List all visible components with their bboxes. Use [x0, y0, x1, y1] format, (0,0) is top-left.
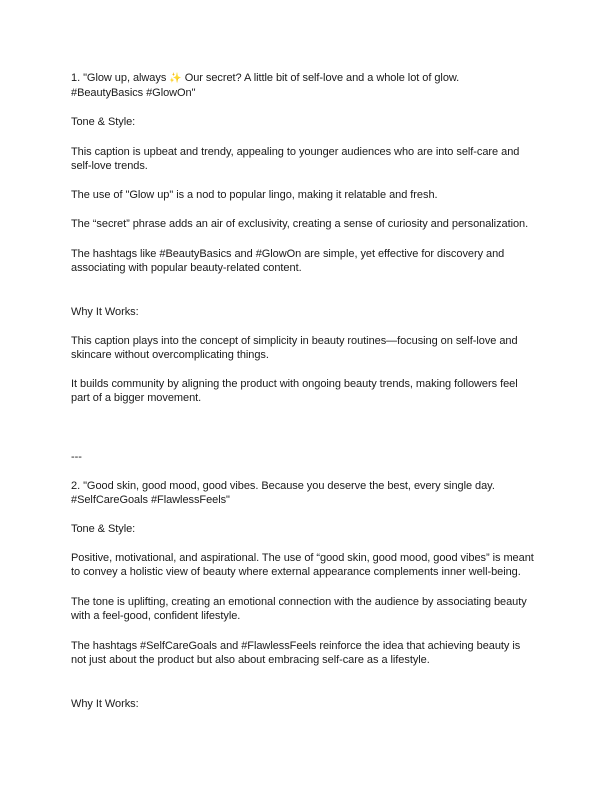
caption-1-tone-heading: Tone & Style: — [71, 116, 136, 128]
caption-2-hashtags: #SelfCareGoals #FlawlessFeels" — [71, 494, 230, 506]
caption-2-tone-p3-line-2: not just about the product but also about embracing self-care as a lifestyle. — [71, 654, 430, 666]
caption-2-tone-p1-line-1: Positive, motivational, and aspirational. The use of “good skin, good mood, good vibes” is meant — [71, 552, 534, 564]
caption-2-tone-p3-line-1: The hashtags #SelfCareGoals and #FlawlessFeels reinforce the idea that achieving beauty is — [71, 640, 521, 652]
caption-2-why-heading: Why It Works: — [71, 698, 139, 710]
caption-1-tone-p4-line-2: associating with popular beauty-related content. — [71, 262, 302, 274]
caption-1-tone-p4-line-1: The hashtags like #BeautyBasics and #GlowOn are simple, yet effective for discovery and — [71, 248, 505, 260]
caption-1-tone-p1-line-2: self-love trends. — [71, 160, 148, 172]
sparkles-icon: ✨ — [169, 73, 182, 84]
caption-1-tone-p3: The “secret” phrase adds an air of exclusivity, creating a sense of curiosity and personalization. — [71, 218, 529, 230]
caption-1-line-1 — [71, 71, 459, 86]
caption-2-tone-p2-line-1: The tone is uplifting, creating an emotional connection with the audience by associating beauty — [71, 596, 527, 608]
caption-2-tone-p2-line-2: with a feel-good, confident lifestyle. — [71, 610, 241, 622]
caption-1-why-heading: Why It Works: — [71, 306, 139, 318]
caption-2-line-1: 2. "Good skin, good mood, good vibes. Because you deserve the best, every single day. — [71, 480, 495, 492]
caption-1-tone-p2: The use of "Glow up" is a nod to popular lingo, making it relatable and fresh. — [71, 189, 438, 201]
caption-1-hashtags: #BeautyBasics #GlowOn" — [71, 87, 196, 99]
caption-1-why-p2-line-2: part of a bigger movement. — [71, 392, 202, 404]
caption-1-tone-p1-line-1: This caption is upbeat and trendy, appealing to younger audiences who are into self-care and — [71, 146, 520, 158]
section-separator: --- — [71, 451, 82, 463]
caption-1-text-end: Our secret? A little bit of self-love and a whole lot of glow. — [181, 72, 460, 84]
caption-1-text-start: 1. "Glow up, always — [71, 72, 170, 84]
caption-2-tone-heading: Tone & Style: — [71, 523, 136, 535]
caption-2-tone-p1-line-2: to convey a holistic view of beauty where external appearance complements inner well-being. — [71, 566, 521, 578]
caption-1-why-p1-line-2: skincare without overcomplicating things. — [71, 349, 269, 361]
caption-1-why-p1-line-1: This caption plays into the concept of simplicity in beauty routines—focusing on self-love and — [71, 335, 518, 347]
caption-1-why-p2-line-1: It builds community by aligning the product with ongoing beauty trends, making followers feel — [71, 378, 518, 390]
